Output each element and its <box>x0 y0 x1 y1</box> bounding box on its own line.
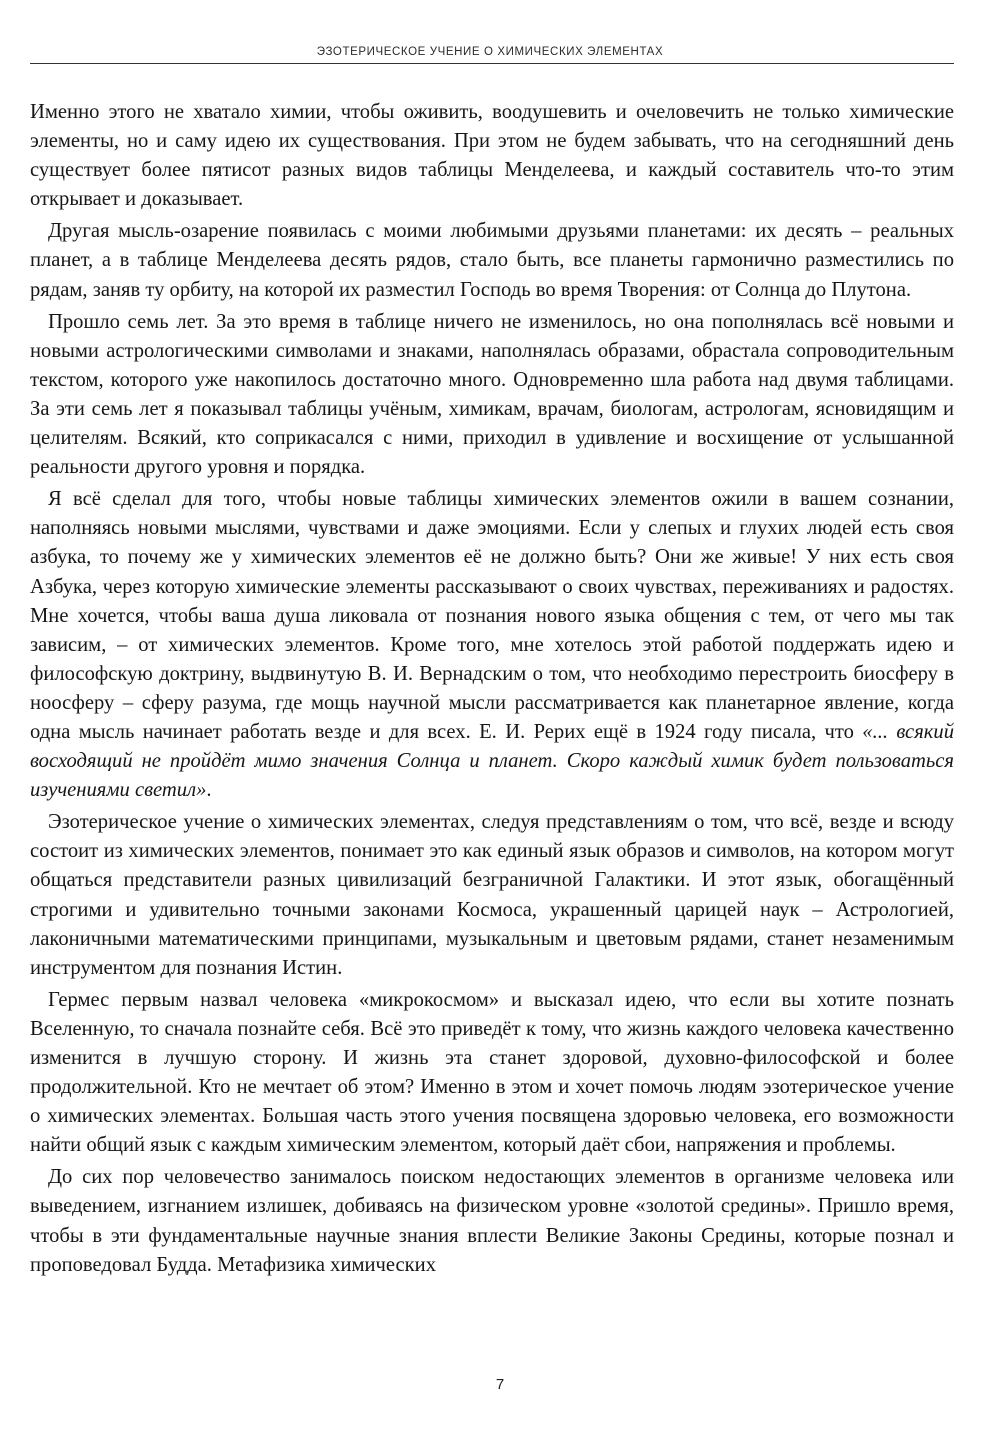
italic-quote: «... всякий восходящий не пройдёт мимо значения Солнца и планет. Скоро каждый химик будет пользоваться изучениями светил» <box>30 720 954 802</box>
paragraph: До сих пор человечество занималось поиском недостающих элементов в организме человека или выведением, изгнанием излишек, добиваясь на физическом уровне «золотой средины». Пришло время, чтобы в эти фундаментальные научные знания вплести Великие Законы Средины, которые познал и проповедовал Будда. Метафизика химических <box>30 1166 954 1276</box>
paragraph: Прошло семь лет. За это время в таблице ничего не изменилось, но она пополнялась всё новыми и новыми астрологическими символами и знаками, наполнялась образами, обрастала сопроводительным текстом, которого уже накопилось достаточно много. Одновременно шла работа над двумя таблицами. За эти семь лет я показывал таблицы учёным, химикам, врачам, биологам, астрологам, ясновидящим и целителям. Всякий, кто соприкасался с ними, приходил в удивление и восхищение от услышанной реальности другого уровня и порядка. <box>30 310 954 479</box>
paragraph: Другая мысль-озарение появилась с моими любимыми друзьями планетами: их десять – реальных планет, а в таблице Менделеева десять рядов, стало быть, все планеты гармонично разместились по рядам, заняв ту орбиту, на которой их разместил Господь во время Творения: от Солнца до Плутона. <box>30 220 954 301</box>
header-rule <box>30 63 954 64</box>
paragraph-text: Я всё сделал для того, чтобы новые таблицы химических элементов ожили в вашем сознании, наполняясь новыми мыслями, чувствами и даже эмоциями. Если у слепых и глухих людей есть своя азбука, то почему же у химических элементов её не должно быть? Они же живые! У них есть своя Азбука, через которую химические элементы рассказывают о своих чувствах, переживаниях и радостях. Мне хочется, чтобы ваша душа ликовала от познания нового языка общения с тем, от чего мы так зависим, – от химических элементов. Кроме того, мне хотелось этой работой поддержать идею и философскую доктрину, выдвинутую В. И. Вернадским о том, что необходимо перестроить биосферу в ноосферу – сферу разума, где мощь научной мысли рассматривается как планетарное явление, когда одна мысль начинает работать везде и для всех. Е. И. Рерих ещё в 1924 году писала, что <box>30 488 954 743</box>
paragraph: Именно этого не хватало химии, чтобы оживить, воодушевить и очеловечить не только химические элементы, но и саму идею их существования. При этом не будем забывать, что на сегодняшний день существует более пятисот разных видов таблицы Менделеева, и каждый составитель что-то этим открывает и доказывает. <box>30 101 954 211</box>
body-text <box>30 98 954 1283</box>
page-number: 7 <box>495 1376 505 1393</box>
running-header: ЭЗОТЕРИЧЕСКОЕ УЧЕНИЕ О ХИМИЧЕСКИХ ЭЛЕМЕНТАХ <box>316 46 664 58</box>
paragraph: Гермес первым назвал человека «микрокосмом» и высказал идею, что если вы хотите познать Вселенную, то сначала познайте себя. Всё это приведёт к тому, что жизнь каждого человека качественно изменится в лучшую сторону. И жизнь эта станет здоровой, духовно-философской и более продолжительной. Кто не мечтает об этом? Именно в этом и хочет помочь людям эзотерическое учение о химических элементах. Большая часть этого учения посвящена здоровью человека, его возможности найти общий язык с каждым химическим элементом, который даёт сбои, напряжения и проблемы. <box>30 988 954 1157</box>
paragraph <box>30 485 954 805</box>
paragraph-end: . <box>206 779 212 802</box>
paragraph: Эзотерическое учение о химических элементах, следуя представлениям о том, что всё, везде и всюду состоит из химических элементов, понимает это как единый язык образов и символов, на котором могут общаться представители разных цивилизаций безграничной Галактики. И этот язык, обогащённый строгими и удивительно точными законами Космоса, украшенный царицей наук – Астрологией, лаконичными математическими принципами, музыкальным и цветовым рядами, станет незаменимым инструментом для познания Истин. <box>30 811 954 979</box>
